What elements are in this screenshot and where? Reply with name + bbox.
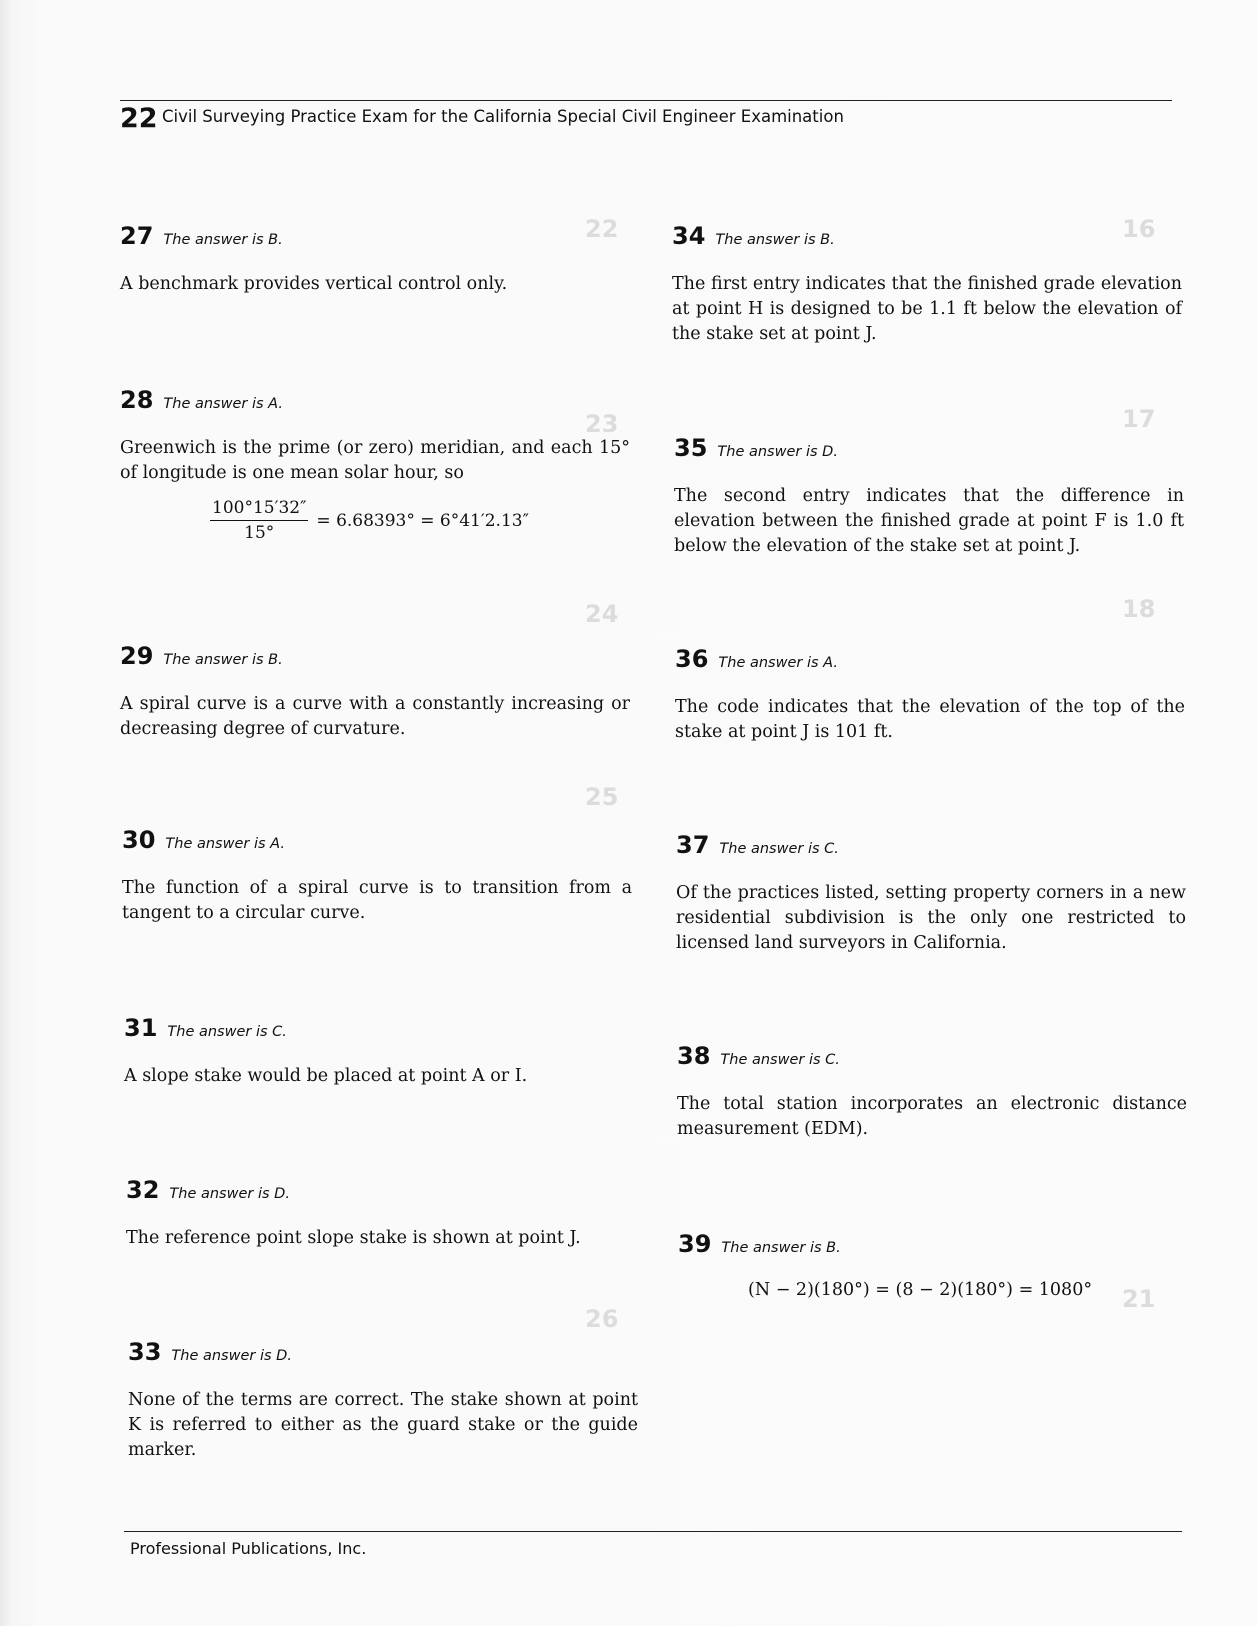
solution-text: The second entry indicates that the difference in elevation between the finished grade at point F is 1.0 ft below the elevation of the stake set at point J.	[674, 486, 1184, 556]
problem-number: 29	[120, 642, 154, 670]
longitude-formula	[210, 498, 630, 543]
solution-text: Greenwich is the prime (or zero) meridian, and each 15° of longitude is one mean solar hour, so	[120, 438, 630, 483]
bleed-through: 23	[585, 410, 619, 438]
solution-text: The first entry indicates that the finished grade elevation at point H is designed to be 1.1 ft below the elevation of the stake set at point J.	[672, 274, 1182, 344]
bleed-through: 18	[1122, 595, 1156, 623]
bleed-through: 26	[585, 1305, 619, 1333]
answer-label: The answer is C.	[719, 841, 839, 857]
fraction-denominator: 15°	[244, 523, 275, 543]
fraction	[210, 498, 308, 543]
solution-28	[120, 386, 630, 543]
answer-label: The answer is C.	[167, 1024, 287, 1040]
problem-number: 36	[675, 645, 709, 673]
page-footer	[124, 1531, 1182, 1558]
bleed-through: 16	[1122, 215, 1156, 243]
solution-text: A benchmark provides vertical control only.	[120, 274, 508, 294]
polygon-angle-equation: (N − 2)(180°) = (8 − 2)(180°) = 1080°	[748, 1280, 1093, 1300]
problem-number: 33	[128, 1338, 162, 1366]
problem-number: 39	[678, 1230, 712, 1258]
problem-number: 28	[120, 386, 154, 414]
running-title: Civil Surveying Practice Exam for the California Special Civil Engineer Examination	[162, 107, 844, 126]
page-number: 22	[120, 103, 158, 134]
solution-39	[678, 1230, 1188, 1300]
problem-number: 27	[120, 222, 154, 250]
formula-result: = 6.68393° = 6°41′2.13″	[316, 510, 529, 531]
solution-34	[672, 222, 1182, 347]
solution-33	[128, 1338, 638, 1463]
problem-number: 37	[676, 831, 710, 859]
answer-label: The answer is D.	[169, 1186, 290, 1202]
problem-number: 30	[122, 826, 156, 854]
bleed-through: 22	[585, 215, 619, 243]
solution-text: A spiral curve is a curve with a constantly increasing or decreasing degree of curvature.	[120, 694, 630, 739]
solution-32	[126, 1176, 636, 1251]
answer-label: The answer is D.	[717, 444, 838, 460]
answer-label: The answer is B.	[715, 232, 835, 248]
solution-35	[674, 434, 1184, 559]
problem-number: 38	[677, 1042, 711, 1070]
answer-label: The answer is D.	[171, 1348, 292, 1364]
solution-37	[676, 831, 1186, 956]
answer-label: The answer is B.	[721, 1240, 841, 1256]
page-header	[120, 100, 1172, 134]
solution-text: The function of a spiral curve is to transition from a tangent to a circular curve.	[122, 878, 632, 923]
answer-label: The answer is B.	[163, 652, 283, 668]
answer-label: The answer is A.	[718, 655, 838, 671]
problem-number: 31	[124, 1014, 158, 1042]
solution-27	[120, 222, 630, 297]
answer-label: The answer is A.	[163, 396, 283, 412]
solution-text: None of the terms are correct. The stake shown at point K is referred to either as the guard stake or the guide marker.	[128, 1390, 638, 1460]
solution-36	[675, 645, 1185, 745]
solution-31	[124, 1014, 634, 1089]
problem-number: 34	[672, 222, 706, 250]
bleed-through: 17	[1122, 405, 1156, 433]
solution-29	[120, 642, 630, 742]
answer-label: The answer is B.	[163, 232, 283, 248]
fraction-numerator: 100°15′32″	[210, 498, 308, 521]
problem-number: 35	[674, 434, 708, 462]
bleed-through: 21	[1122, 1285, 1156, 1313]
solution-38	[677, 1042, 1187, 1142]
answer-label: The answer is C.	[720, 1052, 840, 1068]
problem-number: 32	[126, 1176, 160, 1204]
solution-30	[122, 826, 632, 926]
answer-label: The answer is A.	[165, 836, 285, 852]
solution-text: A slope stake would be placed at point A or I.	[124, 1066, 528, 1086]
solution-text: Of the practices listed, setting property corners in a new residential subdivision is the only one restricted to licensed land surveyors in California.	[676, 883, 1186, 953]
solution-text: The total station incorporates an electronic distance measurement (EDM).	[677, 1094, 1187, 1139]
solution-text: The code indicates that the elevation of the top of the stake at point J is 101 ft.	[675, 697, 1185, 742]
bleed-through: 25	[585, 783, 619, 811]
bleed-through: 24	[585, 600, 619, 628]
publisher-name: Professional Publications, Inc.	[130, 1539, 367, 1558]
solution-text: The reference point slope stake is shown at point J.	[126, 1228, 581, 1248]
